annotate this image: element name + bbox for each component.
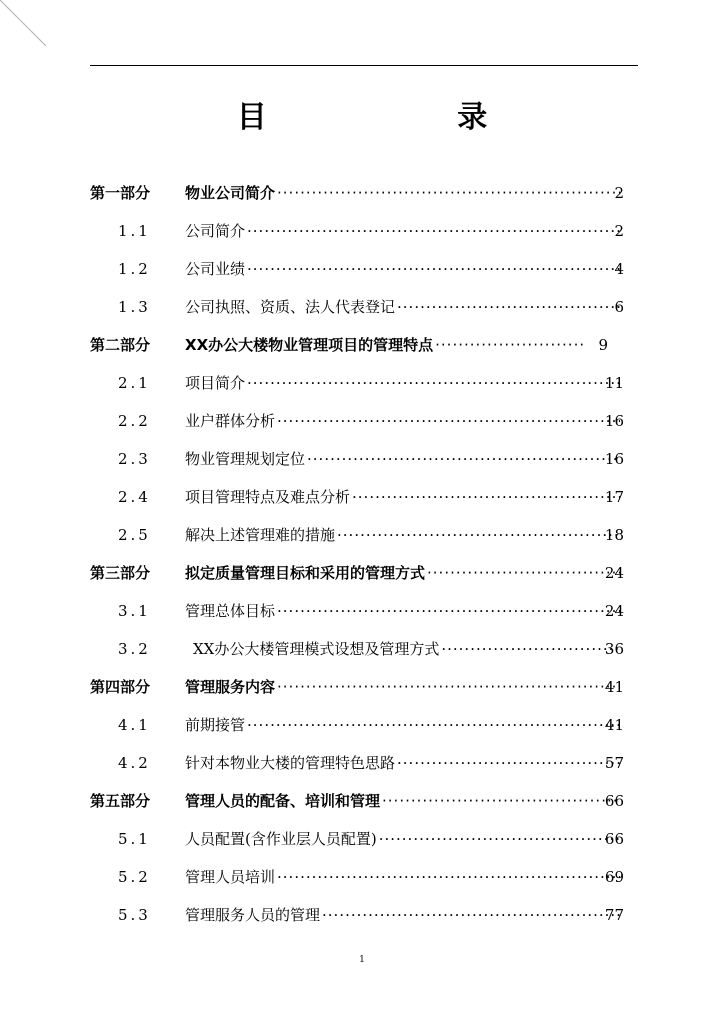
toc-entry-page: 11 [604,374,624,392]
toc-entry-2-1[interactable] [0,368,724,398]
dot-leader [322,900,620,930]
toc-entry-label: 业户群体分析 [185,412,276,430]
toc-entry-5-2[interactable] [0,862,724,892]
toc-entry-label: 物业公司简介 [185,184,276,202]
toc-entry-page: 2 [614,222,624,240]
toc-entry-page: 24 [604,602,624,620]
toc-entry-number: 第四部分 [90,678,151,696]
toc-entry-label: XX办公大楼管理模式设想及管理方式 [193,640,440,658]
toc-entry-page: 41 [604,678,624,696]
toc-entry-number: 2.4 [118,488,151,506]
toc-entry-5-3[interactable] [0,900,724,930]
dot-leader [247,710,620,740]
toc-entry-label: 物业管理规划定位 [185,450,306,468]
toc-entry-number: 5.1 [118,830,151,848]
toc-entry-label: 项目管理特点及难点分析 [185,488,351,506]
toc-entry-4-2[interactable] [0,748,724,778]
dot-leader [397,292,620,322]
dot-leader [277,178,620,208]
dot-leader [247,368,620,398]
dot-leader [397,748,620,778]
toc-entry-number: 1.1 [118,222,151,240]
toc-entry-page: 36 [604,640,624,658]
toc-entry-part-3[interactable] [0,558,724,588]
toc-entry-label: 管理服务人员的管理 [185,906,321,924]
toc-entry-number: 3.1 [118,602,151,620]
toc-entry-2-4[interactable] [0,482,724,512]
toc-entry-label: XX办公大楼物业管理项目的管理特点 [185,336,434,354]
toc-entry-4-1[interactable] [0,710,724,740]
toc-entry-number: 2.3 [118,450,151,468]
toc-entry-number: 1.3 [118,298,151,316]
toc-entry-2-5[interactable] [0,520,724,550]
toc-entry-page: 57 [604,754,624,772]
toc-entry-label: 管理总体目标 [185,602,276,620]
dot-leader [427,558,620,588]
toc-entry-label: 拟定质量管理目标和采用的管理方式 [185,564,426,582]
toc-entry-2-2[interactable] [0,406,724,436]
toc-entry-number: 2.2 [118,412,151,430]
toc-entry-label: 管理服务内容 [185,678,276,696]
toc-entry-part-1[interactable] [0,178,724,208]
toc-entry-page: 16 [604,450,624,468]
toc-entry-1-1[interactable] [0,216,724,246]
toc-entry-label: 针对本物业大楼的管理特色思路 [185,754,396,772]
footer-page-number: 1 [359,955,365,965]
toc-entry-label: 解决上述管理难的措施 [185,526,336,544]
dot-leader [435,330,586,360]
toc-entry-number: 5.3 [118,906,151,924]
toc-entry-page: 66 [604,792,624,810]
toc-entry-page: 24 [604,564,624,582]
toc-entry-page: 18 [604,526,624,544]
toc-entry-3-1[interactable] [0,596,724,626]
toc-entry-page: 16 [604,412,624,430]
toc-entry-number: 4.2 [118,754,151,772]
toc-entry-number: 第三部分 [90,564,151,582]
dot-leader [277,406,620,436]
toc-entry-page: 69 [604,868,624,886]
toc-entry-page: 77 [604,906,624,924]
toc-entry-page: 4 [614,260,624,278]
toc-entry-part-2[interactable] [0,330,724,360]
dot-leader [247,254,620,284]
toc-entry-page: 66 [604,830,624,848]
toc-entry-label: 管理人员的配备、培训和管理 [185,792,381,810]
toc-entry-2-3[interactable] [0,444,724,474]
toc-entry-number: 2.5 [118,526,151,544]
toc-entry-page: 9 [598,336,608,354]
dot-leader [337,520,620,550]
toc-entry-number: 3.2 [118,640,151,658]
toc-entry-label: 项目简介 [185,374,246,392]
dot-leader [352,482,620,512]
toc-entry-number: 5.2 [118,868,151,886]
toc-entry-page: 2 [614,184,624,202]
toc-entry-label: 公司执照、资质、法人代表登记 [185,298,396,316]
toc-entry-page: 41 [604,716,624,734]
toc-entry-number: 第二部分 [90,336,151,354]
dot-leader [277,862,620,892]
toc-entry-part-4[interactable] [0,672,724,702]
toc-entry-part-5[interactable] [0,786,724,816]
toc-entry-label: 人员配置(含作业层人员配置) [185,830,377,848]
toc-entry-label: 管理人员培训 [185,868,276,886]
toc-entry-number: 第五部分 [90,792,151,810]
toc-title: 目 录 [236,100,578,135]
dot-leader [382,786,620,816]
toc-entry-label: 公司简介 [185,222,246,240]
toc-entry-page: 6 [614,298,624,316]
toc-entry-label: 前期接管 [185,716,246,734]
toc-entry-number: 1.2 [118,260,151,278]
header-rule [90,65,638,66]
toc-entry-label: 公司业绩 [185,260,246,278]
toc-entry-5-1[interactable] [0,824,724,854]
toc-entry-page: 17 [604,488,624,506]
dot-leader [307,444,620,474]
toc-entry-number: 第一部分 [90,184,151,202]
dot-leader [247,216,620,246]
toc-entry-number: 4.1 [118,716,151,734]
dot-leader [379,824,620,854]
dot-leader [277,672,620,702]
dot-leader [277,596,620,626]
dot-leader [441,634,620,664]
toc-entry-1-3[interactable] [0,292,724,322]
toc-entry-3-2[interactable] [0,634,724,664]
corner-crop-mark [0,0,46,46]
toc-entry-number: 2.1 [118,374,151,392]
toc-entry-1-2[interactable] [0,254,724,284]
